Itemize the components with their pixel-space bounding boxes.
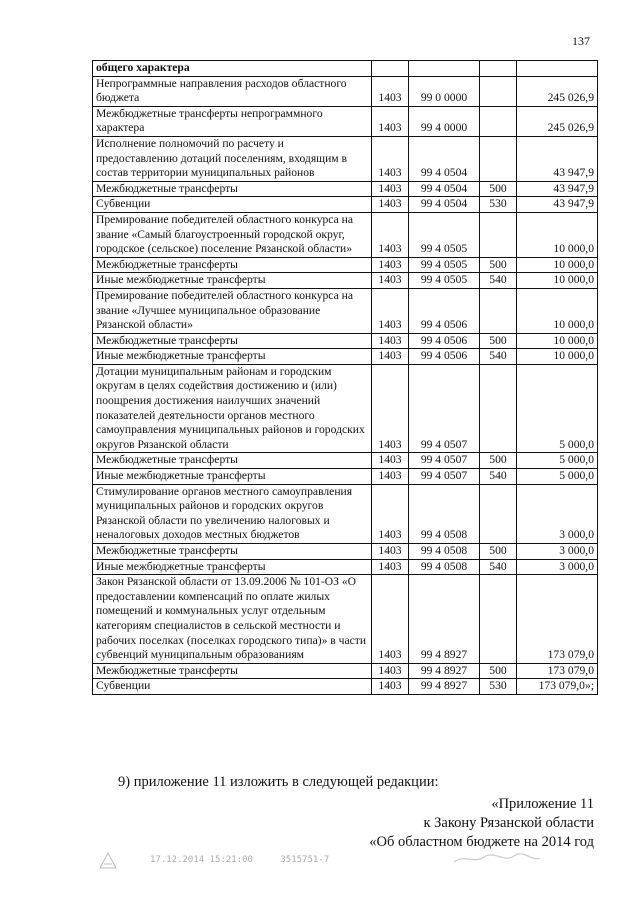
target-article-cell: 99 4 0506 bbox=[409, 288, 480, 333]
expense-type-cell: 540 bbox=[480, 469, 517, 485]
expense-type-cell bbox=[480, 106, 517, 136]
appendix-title: «Приложение 11 bbox=[491, 796, 594, 812]
target-article-cell: 99 0 0000 bbox=[409, 76, 480, 106]
expense-name-cell: Непрограммные направления расходов областного бюджета bbox=[93, 76, 372, 106]
expense-type-cell: 500 bbox=[480, 257, 517, 273]
section-cell: 1403 bbox=[372, 212, 409, 257]
target-article-cell: 99 4 0505 bbox=[409, 257, 480, 273]
expense-name-cell: Иные межбюджетные трансферты bbox=[93, 273, 372, 289]
section-cell: 1403 bbox=[372, 469, 409, 485]
amount-cell: 10 000,0 bbox=[517, 288, 598, 333]
section-cell: 1403 bbox=[372, 544, 409, 560]
target-article-cell: 99 4 0504 bbox=[409, 181, 480, 197]
expense-type-cell: 500 bbox=[480, 181, 517, 197]
table-row bbox=[93, 364, 598, 453]
budget-table bbox=[92, 60, 598, 695]
document-stamp-icon bbox=[96, 850, 120, 870]
expense-name-cell: Дотации муниципальным районам и городским округам в целях содействия достижению и (или) поощрения достижения наилучших значений показателей деятельности органов местного самоуправления муниципальных районов и городских округов Рязанской области bbox=[93, 364, 372, 453]
section-cell: 1403 bbox=[372, 136, 409, 181]
amount-cell: 43 947,9 bbox=[517, 136, 598, 181]
target-article-cell: 99 4 0508 bbox=[409, 484, 480, 543]
expense-name-cell: Исполнение полномочий по расчету и предоставлению дотаций поселениям, входящим в состав территории муниципальных районов bbox=[93, 136, 372, 181]
amount-cell: 245 026,9 bbox=[517, 76, 598, 106]
target-article-cell: 99 4 0504 bbox=[409, 197, 480, 213]
section-cell: 1403 bbox=[372, 559, 409, 575]
expense-type-cell: 500 bbox=[480, 663, 517, 679]
expense-type-cell: 540 bbox=[480, 273, 517, 289]
expense-name-cell: Закон Рязанской области от 13.09.2006 № 101-ОЗ «О предоставлении компенсаций по оплате жилых помещений и коммунальных услуг отдельным категориям специалистов в сельской местности и рабочих поселках (поселках городского типа)» в части субвенций муниципальным образованиям bbox=[93, 575, 372, 664]
expense-name-cell: Межбюджетные трансферты bbox=[93, 333, 372, 349]
table-row bbox=[93, 663, 598, 679]
expense-name-cell: Субвенции bbox=[93, 197, 372, 213]
table-row bbox=[93, 469, 598, 485]
amount-cell: 10 000,0 bbox=[517, 257, 598, 273]
expense-type-cell: 500 bbox=[480, 453, 517, 469]
stamp-code: 3515751-7 bbox=[280, 855, 330, 865]
section-cell: 1403 bbox=[372, 679, 409, 695]
amount-cell: 173 079,0»; bbox=[517, 679, 598, 695]
table-row bbox=[93, 212, 598, 257]
table-row bbox=[93, 349, 598, 365]
target-article-cell: 99 4 0506 bbox=[409, 333, 480, 349]
section-cell: 1403 bbox=[372, 273, 409, 289]
amount-cell bbox=[517, 61, 598, 77]
target-article-cell: 99 4 0505 bbox=[409, 273, 480, 289]
amount-cell: 5 000,0 bbox=[517, 453, 598, 469]
table-row bbox=[93, 559, 598, 575]
amount-cell: 10 000,0 bbox=[517, 349, 598, 365]
table-row bbox=[93, 544, 598, 560]
expense-type-cell bbox=[480, 288, 517, 333]
section-cell: 1403 bbox=[372, 181, 409, 197]
section-cell: 1403 bbox=[372, 364, 409, 453]
table-row bbox=[93, 273, 598, 289]
expense-name-cell: Иные межбюджетные трансферты bbox=[93, 559, 372, 575]
section-cell: 1403 bbox=[372, 575, 409, 664]
target-article-cell: 99 4 0508 bbox=[409, 559, 480, 575]
expense-type-cell bbox=[480, 61, 517, 77]
table-row bbox=[93, 136, 598, 181]
section-cell: 1403 bbox=[372, 106, 409, 136]
table-row bbox=[93, 484, 598, 543]
section-cell: 1403 bbox=[372, 453, 409, 469]
stamp-datetime: 17.12.2014 15:21:00 bbox=[150, 855, 253, 865]
section-cell: 1403 bbox=[372, 663, 409, 679]
amount-cell: 10 000,0 bbox=[517, 212, 598, 257]
table-row bbox=[93, 76, 598, 106]
expense-name-cell: Премирование победителей областного конкурса на звание «Лучшее муниципальное образование Рязанской области» bbox=[93, 288, 372, 333]
target-article-cell: 99 4 0508 bbox=[409, 544, 480, 560]
table-row bbox=[93, 575, 598, 664]
amount-cell: 10 000,0 bbox=[517, 273, 598, 289]
amendment-instruction: 9) приложение 11 изложить в следующей редакции: bbox=[118, 774, 439, 790]
expense-type-cell bbox=[480, 136, 517, 181]
amount-cell: 3 000,0 bbox=[517, 559, 598, 575]
expense-type-cell bbox=[480, 76, 517, 106]
section-cell: 1403 bbox=[372, 197, 409, 213]
expense-name-cell: Стимулирование органов местного самоуправления муниципальных районов и городских округов Рязанской области по увеличению налоговых и неналоговых доходов местных бюджетов bbox=[93, 484, 372, 543]
expense-type-cell: 540 bbox=[480, 349, 517, 365]
budget-table-body bbox=[93, 61, 598, 695]
amount-cell: 43 947,9 bbox=[517, 197, 598, 213]
expense-name-cell: Иные межбюджетные трансферты bbox=[93, 349, 372, 365]
expense-type-cell: 530 bbox=[480, 679, 517, 695]
appendix-header bbox=[369, 795, 594, 852]
target-article-cell bbox=[409, 61, 480, 77]
expense-type-cell bbox=[480, 575, 517, 664]
expense-name-cell: Межбюджетные трансферты bbox=[93, 544, 372, 560]
amount-cell: 245 026,9 bbox=[517, 106, 598, 136]
amount-cell: 5 000,0 bbox=[517, 469, 598, 485]
section-cell: 1403 bbox=[372, 349, 409, 365]
expense-name-cell: Межбюджетные трансферты bbox=[93, 453, 372, 469]
target-article-cell: 99 4 0505 bbox=[409, 212, 480, 257]
amount-cell: 5 000,0 bbox=[517, 364, 598, 453]
section-cell: 1403 bbox=[372, 484, 409, 543]
target-article-cell: 99 4 0000 bbox=[409, 106, 480, 136]
amount-cell: 173 079,0 bbox=[517, 663, 598, 679]
section-cell: 1403 bbox=[372, 76, 409, 106]
expense-name-cell: Иные межбюджетные трансферты bbox=[93, 469, 372, 485]
table-row bbox=[93, 106, 598, 136]
amount-cell: 3 000,0 bbox=[517, 484, 598, 543]
amount-cell: 43 947,9 bbox=[517, 181, 598, 197]
table-row bbox=[93, 181, 598, 197]
expense-type-cell bbox=[480, 364, 517, 453]
expense-type-cell: 500 bbox=[480, 333, 517, 349]
page-number: 137 bbox=[572, 34, 590, 48]
section-cell bbox=[372, 61, 409, 77]
table-row bbox=[93, 197, 598, 213]
expense-type-cell: 540 bbox=[480, 559, 517, 575]
target-article-cell: 99 4 0507 bbox=[409, 469, 480, 485]
amount-cell: 10 000,0 bbox=[517, 333, 598, 349]
scan-watermark-icon bbox=[452, 852, 542, 866]
expense-name-cell: Межбюджетные трансферты непрограммного характера bbox=[93, 106, 372, 136]
target-article-cell: 99 4 0507 bbox=[409, 453, 480, 469]
expense-type-cell: 530 bbox=[480, 197, 517, 213]
appendix-law-title: «Об областном бюджете на 2014 год bbox=[369, 834, 594, 850]
appendix-law-reference: к Закону Рязанской области bbox=[423, 815, 594, 831]
section-cell: 1403 bbox=[372, 288, 409, 333]
target-article-cell: 99 4 8927 bbox=[409, 663, 480, 679]
target-article-cell: 99 4 0506 bbox=[409, 349, 480, 365]
expense-name-cell: Межбюджетные трансферты bbox=[93, 181, 372, 197]
target-article-cell: 99 4 0507 bbox=[409, 364, 480, 453]
expense-name-cell: Межбюджетные трансферты bbox=[93, 663, 372, 679]
table-row bbox=[93, 288, 598, 333]
amount-cell: 173 079,0 bbox=[517, 575, 598, 664]
amount-cell: 3 000,0 bbox=[517, 544, 598, 560]
expense-name-cell: Субвенции bbox=[93, 679, 372, 695]
expense-name-cell: Премирование победителей областного конкурса на звание «Самый благоустроенный городской округ, городское (сельское) поселение Рязанской области» bbox=[93, 212, 372, 257]
expense-type-cell bbox=[480, 484, 517, 543]
target-article-cell: 99 4 0504 bbox=[409, 136, 480, 181]
target-article-cell: 99 4 8927 bbox=[409, 575, 480, 664]
table-row bbox=[93, 257, 598, 273]
table-row bbox=[93, 61, 598, 77]
section-cell: 1403 bbox=[372, 333, 409, 349]
section-cell: 1403 bbox=[372, 257, 409, 273]
expense-type-cell bbox=[480, 212, 517, 257]
expense-name-cell: общего характера bbox=[93, 61, 372, 77]
expense-type-cell: 500 bbox=[480, 544, 517, 560]
table-row bbox=[93, 679, 598, 695]
registration-stamp bbox=[150, 855, 351, 865]
target-article-cell: 99 4 8927 bbox=[409, 679, 480, 695]
expense-name-cell: Межбюджетные трансферты bbox=[93, 257, 372, 273]
table-row bbox=[93, 453, 598, 469]
table-row bbox=[93, 333, 598, 349]
